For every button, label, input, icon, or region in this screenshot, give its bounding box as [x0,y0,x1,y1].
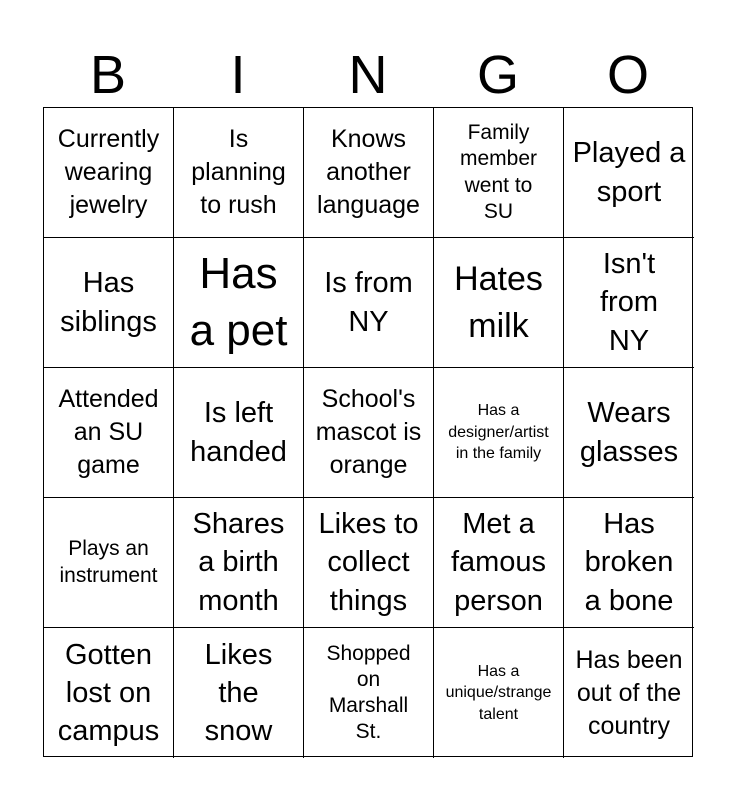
bingo-cell-r4-c5[interactable]: Has broken a bone [564,498,694,628]
bingo-board [43,107,693,757]
bingo-cell-r5-c1[interactable]: Gotten lost on campus [44,628,174,758]
bingo-cell-r1-c1[interactable]: Currently wearing jewelry [44,108,174,238]
header-letter-o: O [606,45,649,105]
bingo-header [43,44,693,106]
header-letter-i: I [230,45,246,105]
bingo-cell-r2-c2[interactable]: Has a pet [174,238,304,368]
bingo-cell-r5-c3[interactable]: Shopped on Marshall St. [304,628,434,758]
bingo-cell-r4-c2[interactable]: Shares a birth month [174,498,304,628]
bingo-cell-r1-c4[interactable]: Family member went to SU [434,108,564,238]
bingo-cell-r5-c2[interactable]: Likes the snow [174,628,304,758]
bingo-cell-r4-c3[interactable]: Likes to collect things [304,498,434,628]
bingo-cell-r1-c2[interactable]: Is planning to rush [174,108,304,238]
bingo-cell-r5-c5[interactable]: Has been out of the country [575,645,683,740]
bingo-cell-r3-c4[interactable]: Has a designer/artist in the family [434,368,564,498]
bingo-cell-r4-c4[interactable]: Met a famous person [434,498,564,628]
bingo-cell-r2-c3[interactable]: Is from NY [304,238,434,368]
bingo-cell-r3-c1[interactable]: Attended an SU game [44,368,174,498]
bingo-cell-r3-c3[interactable]: School's mascot is orange [304,368,434,498]
header-letter-g: G [476,45,519,105]
bingo-cell-r1-c5[interactable]: Played a sport [564,108,694,238]
bingo-cell-r5-c4[interactable]: Has a unique/strange talent [434,628,564,758]
bingo-cell-r3-c5[interactable]: Wears glasses [564,368,694,498]
bingo-cell-r2-c1[interactable]: Has siblings [44,238,174,368]
bingo-cell-r1-c3[interactable]: Knows another language [304,108,434,238]
bingo-cell-r2-c4[interactable]: Hates milk [434,238,564,368]
bingo-cell-r4-c1[interactable]: Plays an instrument [44,498,174,628]
bingo-cell-r2-c5[interactable]: Isn't from NY [564,238,694,368]
header-letter-n: N [348,45,388,105]
header-letter-b: B [89,45,127,105]
bingo-cell-r3-c2[interactable]: Is left handed [174,368,304,498]
